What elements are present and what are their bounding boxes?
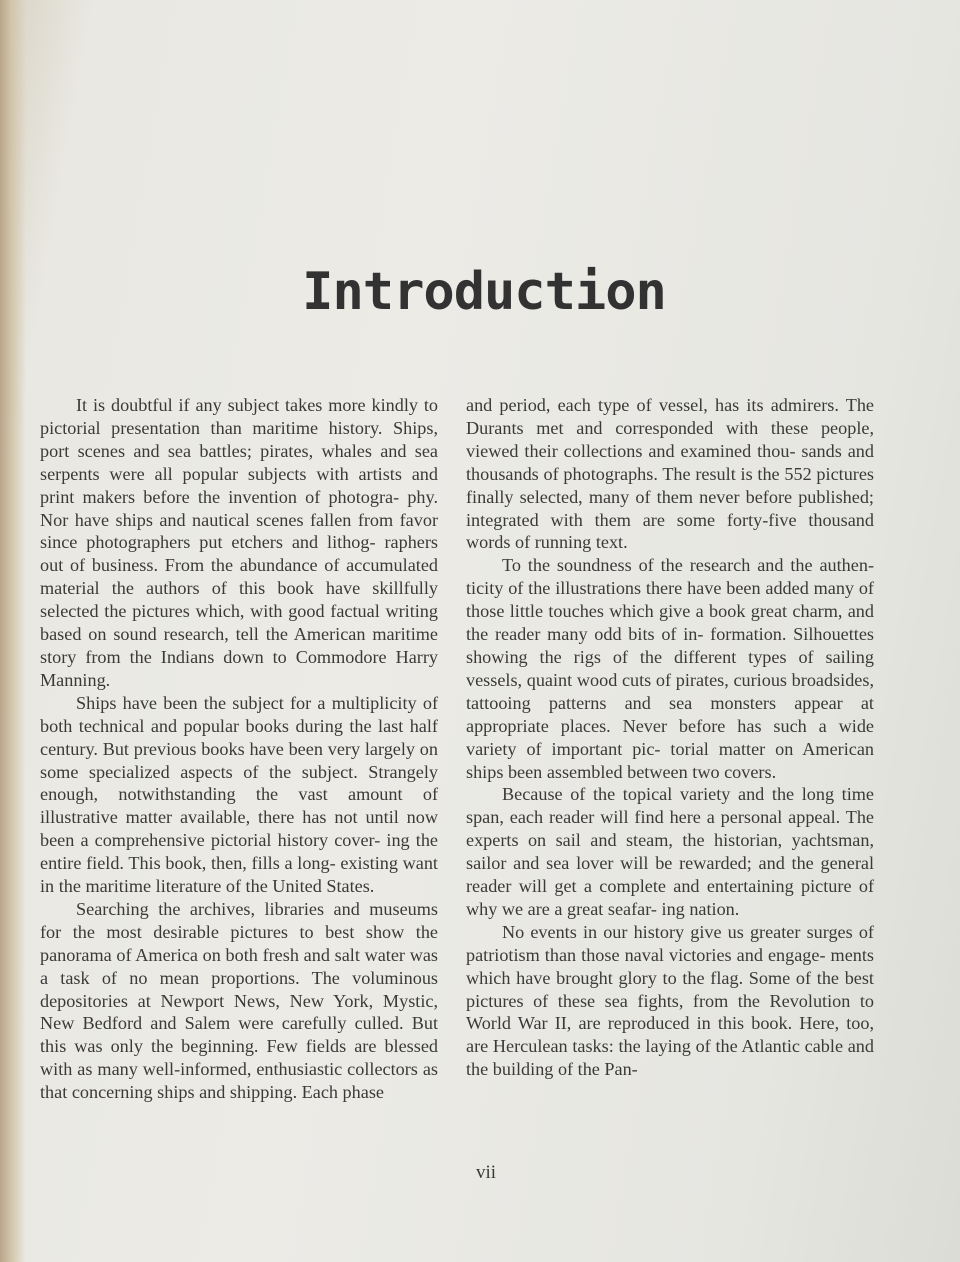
right-text-column <box>466 394 874 1081</box>
left-paragraph-3: Searching the archives, libraries and museums for the most desirable pictures to best show the panorama of America on both fresh and salt water was a task of no mean proportions. The voluminous depositories at Newport News, New York, Mystic, New Bedford and Salem were carefully culled. But this was only the beginning. Few fields are blessed with as many well-informed, enthusiastic collectors as that concerning ships and shipping. Each phase <box>40 898 438 1103</box>
left-paragraph-2: Ships have been the subject for a multiplicity of both technical and popular books during the last half century. But previous books have been very largely on some specialized aspects of the subject. Strangely enough, notwithstanding the vast amount of illustrative matter available, there has not until now been a comprehensive pictorial history cover- ing the entire field. This book, then, fills a long- existing want in the maritime literature of the United States. <box>40 692 438 897</box>
left-paragraph-1: It is doubtful if any subject takes more kindly to pictorial presentation than maritime history. Ships, port scenes and sea battles; pirates, whales and sea serpents were all popular subjects with artists and print makers before the invention of photogra- phy. Nor have ships and nautical scenes fallen from favor since photographers put etchers and lithog- raphers out of business. From the abundance of accumulated material the authors of this book have skillfully selected the pictures which, with good factual writing based on sound research, tell the American maritime story from the Indians down to Commodore Harry Manning. <box>40 395 438 690</box>
right-paragraph-2: To the soundness of the research and the authen- ticity of the illustrations there have been added many of those little touches which give a book great charm, and the reader many odd bits of in- formation. Silhouettes showing the rigs of the different types of sailing vessels, quaint wood cuts of pirates, curious broadsides, tattooing patterns and sea monsters appear at appropriate places. Never before has such a wide variety of important pic- torial matter on American ships been assembled between two covers. <box>466 555 874 782</box>
left-text-column <box>40 394 438 1104</box>
binding-edge-shadow <box>0 0 26 1262</box>
page-heading: Introduction <box>302 262 666 322</box>
right-paragraph-3: Because of the topical variety and the long time span, each reader will find here a personal appeal. The experts on sail and steam, the historian, yachtsman, sailor and sea lover will be rewarded; and the general reader will get a complete and entertaining picture of why we are a great seafar- ing nation. <box>466 784 874 919</box>
right-paragraph-1: and period, each type of vessel, has its admirers. The Durants met and corresponded with these people, viewed their collections and examined thou- sands and thousands of photographs. The result is the 552 pictures finally selected, many of them never before published; integrated with them are some forty-five thousand words of running text. <box>466 395 874 553</box>
page-number: vii <box>475 1162 497 1183</box>
right-paragraph-4: No events in our history give us greater surges of patriotism than those naval victories and engage- ments which have brought glory to the flag. Some of the best pictures of these sea fights, from the Revolution to World War II, are reproduced in this book. Here, too, are Herculean tasks: the laying of the Atlantic cable and the building of the Pan- <box>466 921 874 1080</box>
